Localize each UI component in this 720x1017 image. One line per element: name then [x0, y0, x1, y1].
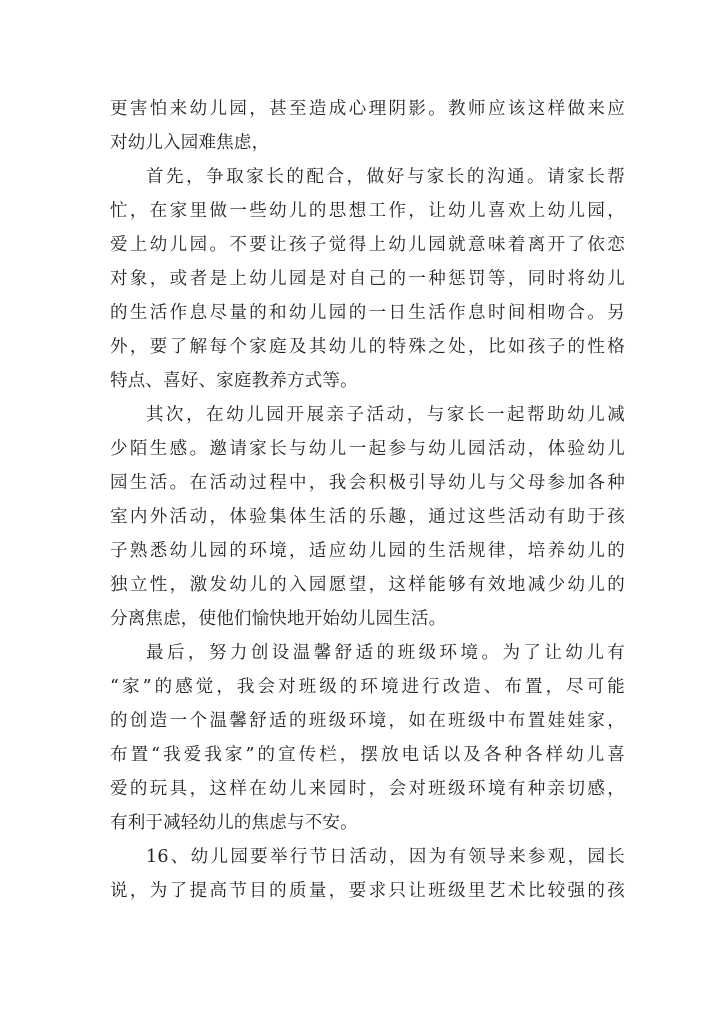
text-line: 布置“我爱我家”的宣传栏，摆放电话以及各种各样幼儿喜: [110, 745, 625, 765]
paragraph-first-line: 最后，努力创设温馨舒适的班级环境。为了让幼儿有: [146, 643, 625, 663]
text-line: 独立性，激发幼儿的入园愿望，这样能够有效地减少幼儿的: [110, 575, 625, 595]
text-line: “家”的感觉，我会对班级的环境进行改造、布置，尽可能: [110, 677, 625, 697]
paragraph-first-line: 首先，争取家长的配合，做好与家长的沟通。请家长帮: [146, 167, 625, 187]
text-line: 对象，或者是上幼儿园是对自己的一种惩罚等，同时将幼儿: [110, 269, 625, 289]
paragraph-first-line: 16、幼儿园要举行节日活动，因为有领导来参观，园长: [146, 847, 625, 867]
text-line: 对幼儿入园难焦虑，: [110, 133, 270, 153]
text-line: 子熟悉幼儿园的环境，适应幼儿园的生活规律，培养幼儿的: [110, 541, 625, 561]
text-line: 特点、喜好、家庭教养方式等。: [110, 371, 358, 391]
text-line: 外，要了解每个家庭及其幼儿的特殊之处，比如孩子的性格: [110, 337, 625, 357]
text-line: 更害怕来幼儿园，甚至造成心理阴影。教师应该这样做来应: [110, 99, 625, 119]
text-line: 说，为了提高节目的质量，要求只让班级里艺术比较强的孩: [110, 881, 625, 901]
text-line: 忙，在家里做一些幼儿的思想工作，让幼儿喜欢上幼儿园，: [110, 201, 625, 221]
text-line: 爱的玩具，这样在幼儿来园时，会对班级环境有种亲切感，: [110, 779, 625, 799]
text-line: 爱上幼儿园。不要让孩子觉得上幼儿园就意味着离开了依恋: [110, 235, 625, 255]
text-line: 分离焦虑，使他们愉快地开始幼儿园生活。: [110, 609, 447, 629]
paragraph-first-line: 其次，在幼儿园开展亲子活动，与家长一起帮助幼儿减: [146, 405, 625, 425]
text-line: 少陌生感。邀请家长与幼儿一起参与幼儿园活动，体验幼儿: [110, 439, 625, 459]
text-line: 的创造一个温馨舒适的班级环境，如在班级中布置娃娃家，: [110, 711, 625, 731]
text-line: 室内外活动，体验集体生活的乐趣，通过这些活动有助于孩: [110, 507, 625, 527]
text-line: 的生活作息尽量的和幼儿园的一日生活作息时间相吻合。另: [110, 303, 625, 323]
text-line: 园生活。在活动过程中，我会积极引导幼儿与父母参加各种: [110, 473, 625, 493]
text-line: 有利于减轻幼儿的焦虑与不安。: [110, 813, 358, 833]
